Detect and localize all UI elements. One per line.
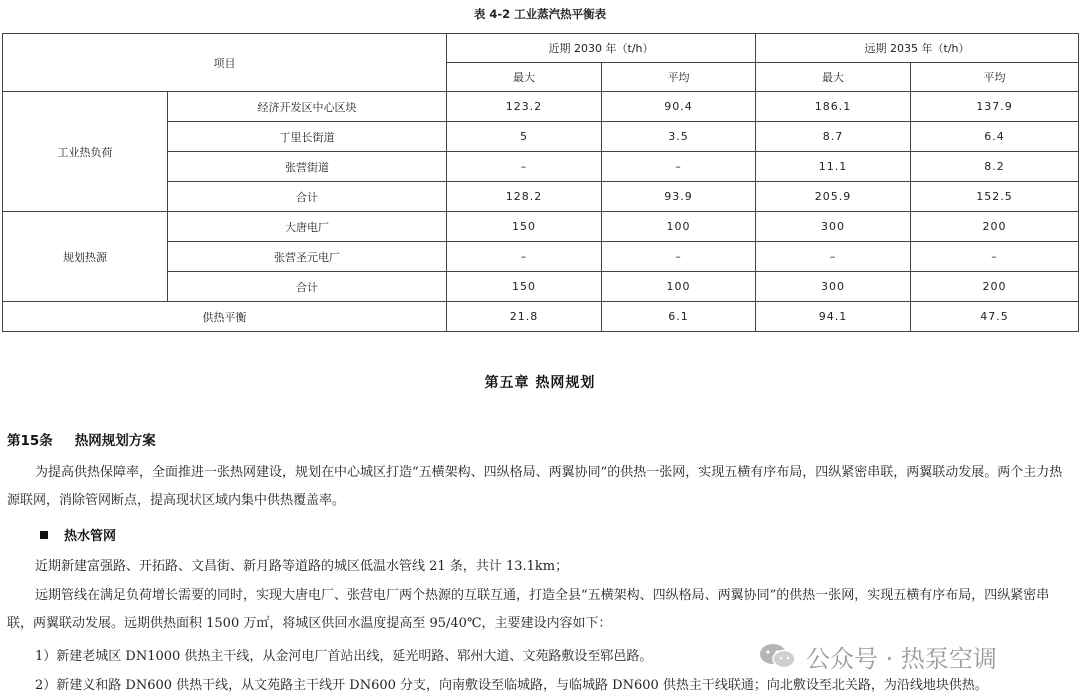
- row-name: 大唐电厂: [168, 212, 447, 242]
- group-label: 规划热源: [3, 212, 168, 302]
- header-near-avg: 平均: [602, 63, 756, 92]
- cell-far-avg: 47.5: [911, 302, 1079, 332]
- group-label: 工业热负荷: [3, 92, 168, 212]
- cell-far-avg: 6.4: [911, 122, 1079, 152]
- cell-near-max: 21.8: [447, 302, 602, 332]
- cell-far-max: 205.9: [756, 182, 911, 212]
- cell-far-max: –: [756, 242, 911, 272]
- table-caption: 表 4-2 工业蒸汽热平衡表: [473, 7, 607, 21]
- paragraph-long-term: 远期管线在满足负荷增长需要的同时，实现大唐电厂、张营电厂两个热源的互联互通，打造全县“五横架构、四纵格局、两翼协同”的供热一张网，实现五横有序布局，四纵紧密串联，两翼联动发展。远期供热面积 1500 万㎡，将城区供回水温度提高至 95/40℃，主要建设内容如下：: [7, 588, 1050, 631]
- cell-far-max: 300: [756, 212, 911, 242]
- header-near-term: 近期 2030 年（t/h）: [447, 34, 756, 63]
- row-name: 张营街道: [168, 152, 447, 182]
- chapter-title: 第五章 热网规划: [484, 375, 596, 391]
- paragraph-intro: 为提高供热保障率，全面推进一张热网建设，规划在中心城区打造“五横架构、四纵格局、两翼协同”的供热一张网，实现五横有序布局，四纵紧密串联，两翼联动发展。两个主力热源联网，消除管网断点，提高现状区域内集中供热覆盖率。: [7, 465, 1063, 508]
- cell-near-max: 150: [447, 272, 602, 302]
- cell-far-max: 300: [756, 272, 911, 302]
- cell-near-avg: 90.4: [602, 92, 756, 122]
- wechat-icon: [758, 641, 798, 671]
- row-name: 合计: [168, 182, 447, 212]
- cell-near-avg: 3.5: [602, 122, 756, 152]
- cell-near-avg: –: [602, 242, 756, 272]
- cell-near-max: 150: [447, 212, 602, 242]
- cell-far-avg: 152.5: [911, 182, 1079, 212]
- cell-near-avg: 100: [602, 212, 756, 242]
- cell-near-max: –: [447, 242, 602, 272]
- header-far-avg: 平均: [911, 63, 1079, 92]
- header-near-max: 最大: [447, 63, 602, 92]
- row-name: 合计: [168, 272, 447, 302]
- cell-near-avg: –: [602, 152, 756, 182]
- cell-near-avg: 6.1: [602, 302, 756, 332]
- paragraph-item-2: 2）新建义和路 DN600 供热干线，从文苑路主干线开 DN600 分支，向南敷设至临城路，与临城路 DN600 供热主干线联通；向北敷设至北关路，为沿线地块供热。: [35, 678, 988, 693]
- table-row: [3, 302, 1079, 332]
- row-name: 张营圣元电厂: [168, 242, 447, 272]
- header-far-max: 最大: [756, 63, 911, 92]
- steam-balance-table: [2, 33, 1079, 332]
- paragraph-near-term: 近期新建富强路、开拓路、文昌街、新月路等道路的城区低温水管线 21 条，共计 13.1km；: [35, 559, 569, 574]
- subheading: [40, 525, 116, 544]
- cell-near-avg: 100: [602, 272, 756, 302]
- cell-far-avg: 8.2: [911, 152, 1079, 182]
- cell-far-avg: 200: [911, 212, 1079, 242]
- watermark-text: 公众号 · 热泵空调: [806, 644, 997, 673]
- cell-near-max: 128.2: [447, 182, 602, 212]
- cell-far-max: 8.7: [756, 122, 911, 152]
- table-row: [3, 92, 1079, 122]
- cell-far-avg: 200: [911, 272, 1079, 302]
- row-name: 丁里长街道: [168, 122, 447, 152]
- article-heading: [7, 429, 156, 449]
- header-item: 项目: [3, 34, 447, 92]
- cell-near-max: 5: [447, 122, 602, 152]
- watermark: [758, 638, 1005, 674]
- article-number: 第15条: [7, 433, 53, 449]
- cell-far-avg: –: [911, 242, 1079, 272]
- table-row: [3, 212, 1079, 242]
- square-bullet-icon: [40, 531, 48, 539]
- subheading-text: 热水管网: [64, 529, 117, 544]
- cell-near-avg: 93.9: [602, 182, 756, 212]
- header-long-term: 远期 2035 年（t/h）: [756, 34, 1079, 63]
- cell-far-max: 186.1: [756, 92, 911, 122]
- balance-label: 供热平衡: [3, 302, 447, 332]
- cell-far-max: 11.1: [756, 152, 911, 182]
- paragraph-item-1: 1）新建老城区 DN1000 供热主干线，从金河电厂首站出线，延光明路、郓州大道、文苑路敷设至郓邑路。: [35, 649, 653, 664]
- header-row: [3, 34, 1079, 63]
- cell-far-max: 94.1: [756, 302, 911, 332]
- cell-far-avg: 137.9: [911, 92, 1079, 122]
- row-name: 经济开发区中心区块: [168, 92, 447, 122]
- cell-near-max: –: [447, 152, 602, 182]
- cell-near-max: 123.2: [447, 92, 602, 122]
- article-title: 热网规划方案: [74, 433, 156, 449]
